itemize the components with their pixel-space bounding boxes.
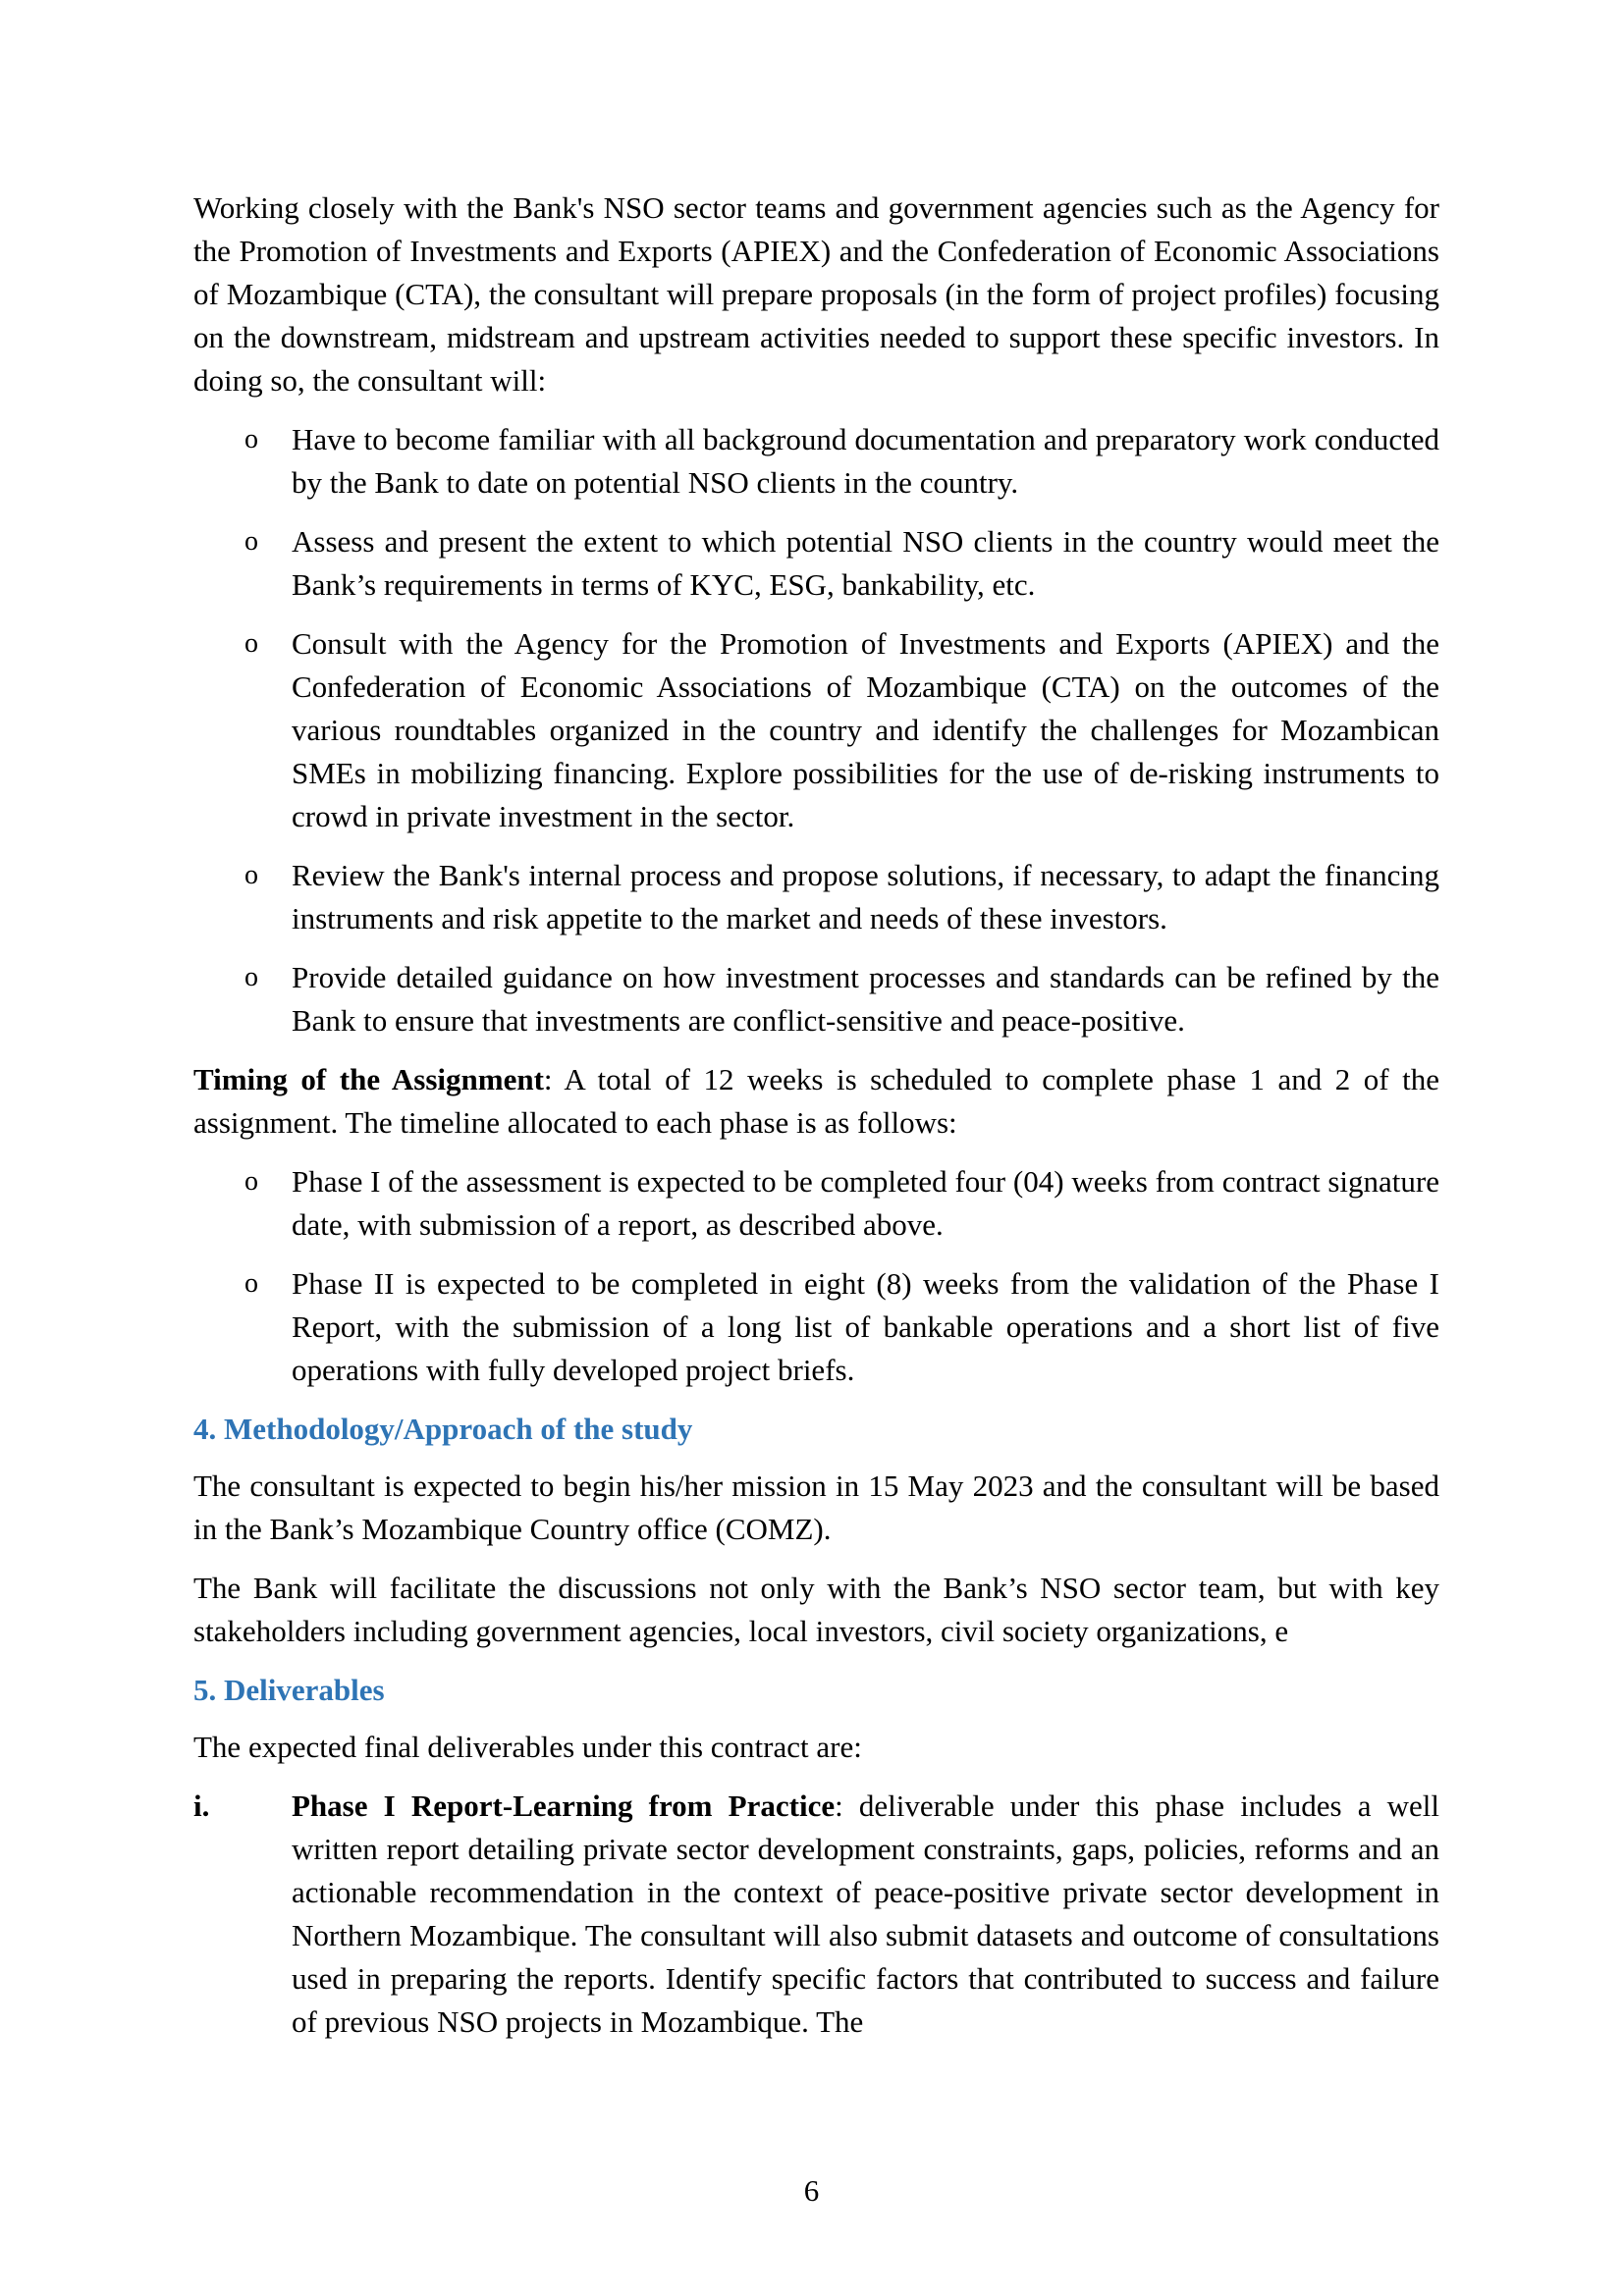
timing-phases-list xyxy=(193,1160,1439,1392)
timing-text: : A total of 12 weeks is scheduled to complete phase 1 and 2 of the assignment. The timeline allocated to each phase is as follows: xyxy=(193,1062,1439,1140)
item-number: i. xyxy=(193,1789,210,1823)
list-item xyxy=(193,1262,1439,1392)
bullet-marker: o xyxy=(244,1166,258,1197)
bullet-marker: o xyxy=(244,628,258,659)
list-item xyxy=(193,622,1439,838)
phase-text: Phase I of the assessment is expected to be completed four (04) weeks from contract signature date, with submission of a report, as described above. xyxy=(292,1164,1439,1242)
bullet-marker: o xyxy=(244,860,258,890)
timing-label: Timing of the Assignment xyxy=(193,1062,544,1096)
bullet-marker: o xyxy=(244,424,258,454)
deliverable-title: Phase I Report-Learning from Practice xyxy=(292,1789,836,1823)
list-item xyxy=(193,854,1439,940)
list-item xyxy=(193,956,1439,1042)
timing-paragraph xyxy=(193,1058,1439,1145)
bullet-marker: o xyxy=(244,962,258,992)
phase-text: Phase II is expected to be completed in eight (8) weeks from the validation of the Phase I Report, with the submission of a long list of bankable operations and a short list of five operations with fully developed project briefs. xyxy=(292,1266,1439,1387)
deliverables-list xyxy=(193,1785,1439,2044)
section-heading-deliverables: 5. Deliverables xyxy=(193,1673,385,1707)
task-text: Consult with the Agency for the Promotion of Investments and Exports (APIEX) and the Confederation of Economic Associations of Mozambique (CTA) on the outcomes of the various roundtables organized in the country and identify the challenges for Mozambican SMEs in mobilizing financing. Explore possibilities for the use of de-risking instruments to crowd in private investment in the sector. xyxy=(292,626,1439,833)
task-text: Provide detailed guidance on how investment processes and standards can be refined by the Bank to ensure that investments are conflict-sensitive and peace-positive. xyxy=(292,960,1439,1038)
task-text: Review the Bank's internal process and propose solutions, if necessary, to adapt the financing instruments and risk appetite to the market and needs of these investors. xyxy=(292,858,1439,935)
bullet-marker: o xyxy=(244,526,258,557)
methodology-paragraph: The Bank will facilitate the discussions not only with the Bank’s NSO sector team, but with key stakeholders including government agencies, local investors, civil society organizations, e xyxy=(193,1571,1439,1648)
methodology-paragraph: The consultant is expected to begin his/her mission in 15 May 2023 and the consultant will be based in the Bank’s Mozambique Country office (COMZ). xyxy=(193,1468,1439,1546)
page-content xyxy=(193,187,1439,2044)
deliverable-text: : deliverable under this phase includes a well written report detailing private sector development constraints, gaps, policies, reforms and an actionable recommendation in the context of peace-positive private sector development in Northern Mozambique. The consultant will also submit datasets and outcome of consultations used in preparing the reports. Identify specific factors that contributed to success and failure of previous NSO projects in Mozambique. The xyxy=(292,1789,1439,2039)
intro-paragraph: Working closely with the Bank's NSO sector teams and government agencies such as the Agency for the Promotion of Investments and Exports (APIEX) and the Confederation of Economic Associations of Mozambique (CTA), the consultant will prepare proposals (in the form of project profiles) focusing on the downstream, midstream and upstream activities needed to support these specific investors. In doing so, the consultant will: xyxy=(193,190,1439,398)
section-heading-methodology: 4. Methodology/Approach of the study xyxy=(193,1412,693,1446)
list-item xyxy=(193,520,1439,607)
list-item xyxy=(193,418,1439,505)
list-item xyxy=(193,1785,1439,2044)
page-number: 6 xyxy=(803,2173,820,2208)
list-item xyxy=(193,1160,1439,1247)
task-text: Assess and present the extent to which potential NSO clients in the country would meet the Bank’s requirements in terms of KYC, ESG, bankability, etc. xyxy=(292,524,1439,602)
consultant-tasks-list xyxy=(193,418,1439,1042)
bullet-marker: o xyxy=(244,1268,258,1299)
deliverables-intro: The expected final deliverables under this contract are: xyxy=(193,1730,862,1764)
task-text: Have to become familiar with all background documentation and preparatory work conducted by the Bank to date on potential NSO clients in the country. xyxy=(292,422,1439,500)
